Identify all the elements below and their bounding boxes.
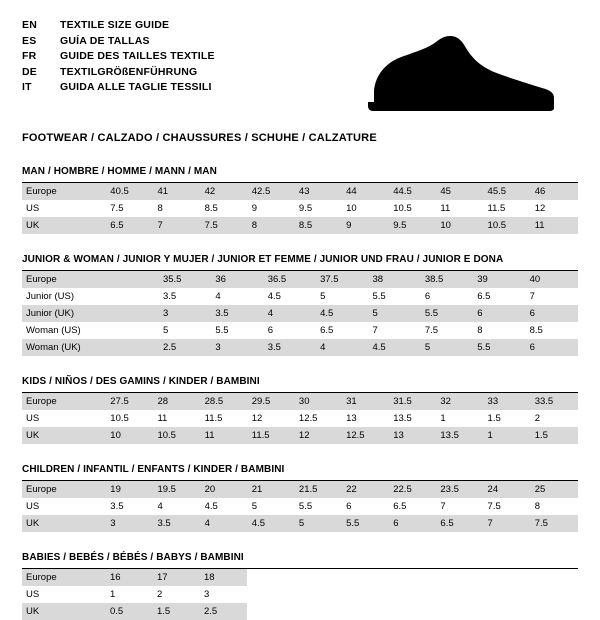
cell: 10 — [106, 427, 153, 444]
cell: 18 — [200, 569, 247, 586]
cell: 3 — [106, 515, 153, 532]
language-code: DE — [22, 65, 37, 78]
cell: 25 — [531, 481, 578, 498]
cell: 28.5 — [201, 393, 248, 410]
cell: 12 — [295, 427, 342, 444]
category-line: FOOTWEAR / CALZADO / CHAUSSURES / SCHUHE / CALZATURE — [22, 132, 377, 144]
language-title-list — [22, 18, 215, 96]
row-label: Junior (US) — [26, 291, 75, 302]
cell: 22.5 — [389, 481, 436, 498]
cell: 39 — [473, 271, 525, 288]
cell: 16 — [106, 569, 153, 586]
section-title: BABIES / BEBÉS / BÉBÉS / BABYS / BAMBINI — [22, 552, 578, 569]
cell: 6 — [473, 305, 525, 322]
cell — [107, 339, 159, 356]
cell: 12.5 — [342, 427, 389, 444]
language-code: ES — [22, 34, 37, 47]
cell: 6 — [346, 501, 352, 512]
cell: 10.5 — [484, 217, 531, 234]
cell: 21 — [248, 481, 295, 498]
cell: 12 — [534, 203, 546, 214]
cell: 27.5 — [106, 393, 153, 410]
cell: 5 — [295, 515, 342, 532]
cell: 2.5 — [159, 339, 211, 356]
cell: 3 — [211, 339, 263, 356]
cell: 13 — [346, 413, 357, 424]
cell: 7 — [440, 501, 446, 512]
cell: 38.5 — [421, 271, 473, 288]
cell: 20 — [201, 481, 248, 498]
cell: 40 — [526, 271, 578, 288]
row-label: US — [26, 203, 40, 214]
cell: 2.5 — [200, 603, 247, 620]
cell: 7 — [372, 325, 378, 336]
cell: 5.5 — [421, 305, 473, 322]
cell: 43 — [295, 183, 342, 200]
cell: 36 — [211, 271, 263, 288]
section-title: CHILDREN / INFANTIL / ENFANTS / KINDER / BAMBINI — [22, 464, 578, 481]
cell: 6.5 — [320, 325, 334, 336]
row-label: Europe — [22, 481, 106, 498]
cell: 42 — [201, 183, 248, 200]
language-row — [22, 18, 215, 34]
table-row — [22, 288, 578, 305]
cell: 35.5 — [159, 271, 211, 288]
cell: 7 — [153, 217, 200, 234]
cell: 11 — [157, 413, 168, 424]
table-row — [22, 410, 578, 427]
cell: 5.5 — [342, 515, 389, 532]
cell: 7.5 — [531, 515, 578, 532]
cell: 1.5 — [487, 413, 501, 424]
cell — [107, 305, 159, 322]
cell: 8 — [534, 501, 540, 512]
cell: 2 — [534, 413, 540, 424]
cell: 5.5 — [298, 501, 313, 512]
cell: 5 — [251, 501, 258, 512]
cell: 44 — [342, 183, 389, 200]
cell: 5.5 — [372, 291, 386, 302]
cell: 11.5 — [248, 427, 295, 444]
size-table-kids — [22, 393, 578, 444]
table-row — [22, 271, 578, 288]
table-row — [22, 322, 578, 339]
cell: 8 — [157, 203, 163, 214]
cell: 23.5 — [436, 481, 483, 498]
cell: 6 — [424, 291, 431, 302]
cell — [107, 271, 159, 288]
table-row — [22, 586, 578, 603]
language-row — [22, 34, 215, 50]
cell: 1.5 — [531, 427, 578, 444]
cell: 1 — [440, 413, 446, 424]
cell: 6.5 — [106, 217, 153, 234]
cell: 10.5 — [110, 413, 129, 424]
cell: 12 — [251, 413, 263, 424]
cell: 5.5 — [473, 339, 525, 356]
size-table-children — [22, 481, 578, 532]
cell: 11 — [440, 203, 451, 214]
cell — [107, 288, 159, 305]
cell: 36.5 — [264, 271, 316, 288]
cell: 3.5 — [264, 339, 316, 356]
row-label: Woman (UK) — [22, 339, 107, 356]
cell: 45.5 — [484, 183, 531, 200]
cell: 5 — [368, 305, 420, 322]
cell: 28 — [153, 393, 200, 410]
cell: 32 — [436, 393, 483, 410]
cell: 6 — [389, 515, 436, 532]
cell: 22 — [342, 481, 389, 498]
language-code: EN — [22, 19, 37, 31]
table-row — [22, 200, 578, 217]
cell — [107, 322, 159, 339]
cell-empty — [247, 586, 578, 603]
cell: 8.5 — [204, 203, 218, 214]
cell: 5 — [320, 291, 326, 302]
cell: 11 — [201, 427, 248, 444]
cell: 10 — [436, 217, 483, 234]
section-title: KIDS / NIÑOS / DES GAMINS / KINDER / BAMBINI — [22, 376, 578, 393]
cell: 8.5 — [295, 217, 342, 234]
cell: 7.5 — [110, 203, 124, 214]
cell: 0.5 — [106, 603, 153, 620]
cell: 4 — [215, 291, 221, 302]
cell: 4.5 — [267, 291, 281, 302]
cell: 7.5 — [201, 217, 248, 234]
row-label: UK — [22, 603, 106, 620]
cell: 6 — [526, 339, 578, 356]
cell: 30 — [295, 393, 342, 410]
cell: 33.5 — [531, 393, 578, 410]
cell: 29.5 — [248, 393, 295, 410]
cell: 13.5 — [393, 413, 412, 424]
cell: 44.5 — [389, 183, 436, 200]
row-label: US — [26, 413, 40, 424]
section-title: MAN / HOMBRE / HOMME / MANN / MAN — [22, 166, 578, 183]
cell: 17 — [153, 569, 200, 586]
cell: 4.5 — [368, 339, 420, 356]
size-table-junior-woman — [22, 271, 578, 356]
cell: 4.5 — [248, 515, 295, 532]
table-row — [22, 305, 578, 322]
cell: 3.5 — [162, 291, 177, 302]
row-label: UK — [22, 427, 106, 444]
cell: 6.5 — [436, 515, 483, 532]
language-code: IT — [22, 81, 32, 93]
cell: 7.5 — [424, 325, 439, 336]
cell: 4 — [264, 305, 316, 322]
table-row — [22, 481, 578, 498]
cell: 6.5 — [477, 291, 491, 302]
cell: 11 — [531, 217, 578, 234]
cell: 40.5 — [106, 183, 153, 200]
cell: 7.5 — [487, 501, 501, 512]
language-title: TEXTILGRÖßENFÜHRUNG — [60, 65, 198, 78]
row-label: Europe — [22, 569, 106, 586]
section-man — [22, 166, 578, 234]
cell: 9 — [251, 203, 258, 214]
cell: 31.5 — [389, 393, 436, 410]
cell: 3.5 — [110, 501, 124, 512]
table-row — [22, 427, 578, 444]
cell: 42.5 — [248, 183, 295, 200]
table-row — [22, 217, 578, 234]
row-label: US — [26, 589, 40, 600]
cell: 3.5 — [153, 515, 200, 532]
cell: 9.5 — [389, 217, 436, 234]
cell: 6 — [267, 325, 274, 336]
row-label: Europe — [22, 393, 106, 410]
row-label: UK — [22, 217, 106, 234]
table-row — [22, 569, 578, 586]
cell: 33 — [484, 393, 531, 410]
cell: 46 — [531, 183, 578, 200]
cell: 45 — [436, 183, 483, 200]
cell: 6.5 — [393, 501, 407, 512]
cell: 38 — [368, 271, 420, 288]
cell: 4.5 — [204, 501, 218, 512]
cell: 3 — [159, 305, 211, 322]
cell: 4 — [316, 339, 368, 356]
table-row — [22, 603, 578, 620]
cell: 11.5 — [487, 203, 506, 214]
cell: 13 — [389, 427, 436, 444]
cell: 41 — [153, 183, 200, 200]
row-label: US — [26, 501, 40, 512]
cell: 3 — [204, 589, 210, 600]
cell: 12.5 — [298, 413, 318, 424]
table-row — [22, 183, 578, 200]
cell: 8 — [248, 217, 295, 234]
cell: 2 — [157, 589, 163, 600]
language-row — [22, 49, 215, 65]
cell: 24 — [484, 481, 531, 498]
cell: 9.5 — [298, 203, 313, 214]
language-title: GUÍA DE TALLAS — [60, 34, 150, 47]
row-label: Europe — [22, 271, 107, 288]
dress-shoe-icon — [366, 28, 556, 116]
header — [22, 18, 578, 116]
cell: 21.5 — [295, 481, 342, 498]
cell: 19 — [106, 481, 153, 498]
cell: 7 — [484, 515, 531, 532]
section-junior-woman — [22, 254, 578, 356]
cell-empty — [247, 569, 578, 586]
cell: 13.5 — [436, 427, 483, 444]
cell: 1 — [484, 427, 531, 444]
language-title: GUIDE DES TAILLES TEXTILE — [60, 50, 215, 62]
cell: 5 — [162, 325, 169, 336]
section-children — [22, 464, 578, 532]
language-row — [22, 80, 215, 96]
cell: 1 — [110, 589, 116, 600]
cell: 1.5 — [153, 603, 200, 620]
cell: 19.5 — [153, 481, 200, 498]
cell-empty — [247, 603, 578, 620]
row-label: Junior (UK) — [22, 305, 107, 322]
table-row — [22, 498, 578, 515]
table-row — [22, 393, 578, 410]
size-table-babies — [22, 569, 578, 620]
cell: 6 — [526, 305, 578, 322]
cell: 9 — [342, 217, 389, 234]
language-title: GUIDA ALLE TAGLIE TESSILI — [60, 81, 212, 93]
cell: 11.5 — [204, 413, 223, 424]
size-table-man — [22, 183, 578, 234]
cell: 8 — [477, 325, 483, 336]
table-row — [22, 339, 578, 356]
cell: 4 — [201, 515, 248, 532]
cell: 4 — [157, 501, 163, 512]
cell: 5.5 — [215, 325, 229, 336]
cell: 10 — [346, 203, 357, 214]
table-row — [22, 515, 578, 532]
section-kids — [22, 376, 578, 444]
cell: 8.5 — [529, 325, 543, 336]
cell: 37.5 — [316, 271, 368, 288]
cell: 10.5 — [153, 427, 200, 444]
cell: 4.5 — [316, 305, 368, 322]
section-babies — [22, 552, 578, 620]
cell: 10.5 — [393, 203, 412, 214]
cell: 5 — [421, 339, 473, 356]
cell: 7 — [529, 291, 535, 302]
row-label: UK — [22, 515, 106, 532]
language-code: FR — [22, 50, 37, 62]
cell: 3.5 — [211, 305, 263, 322]
row-label: Europe — [22, 183, 106, 200]
language-row — [22, 65, 215, 81]
row-label: Woman (US) — [26, 325, 81, 336]
section-title: JUNIOR & WOMAN / JUNIOR Y MUJER / JUNIOR ET FEMME / JUNIOR UND FRAU / JUNIOR E DONA — [22, 254, 578, 271]
language-title: TEXTILE SIZE GUIDE — [60, 19, 170, 31]
cell: 31 — [342, 393, 389, 410]
